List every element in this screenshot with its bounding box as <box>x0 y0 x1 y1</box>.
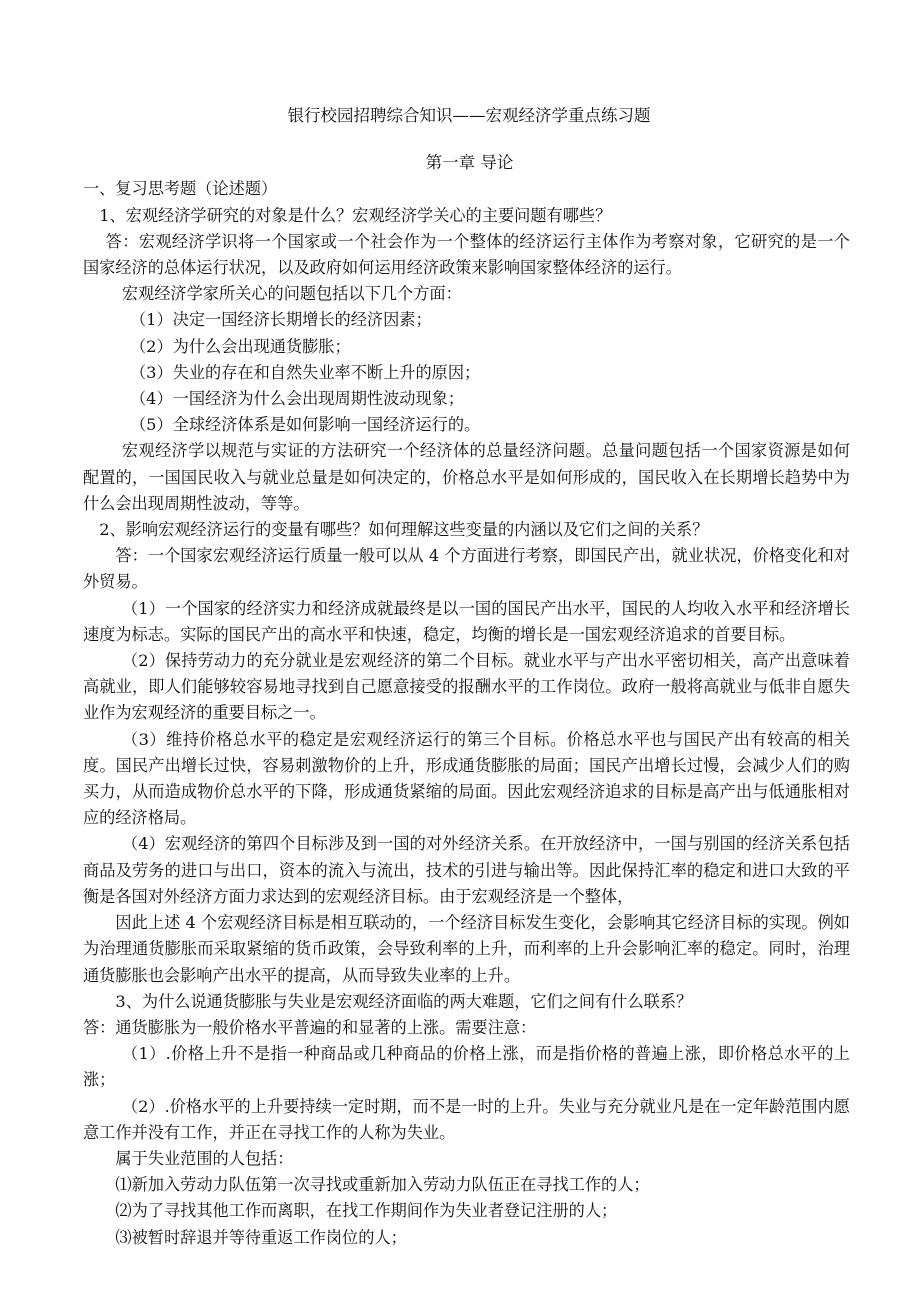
answer-3-point: （1）.价格上升不是指一种商品或几种商品的价格上涨，而是指价格的普遍上涨，即价格总水平的上涨； <box>83 1044 850 1090</box>
answer-2: 答：一个国家宏观经济运行质量一般可以从 4 个方面进行考察，即国民产出，就业状况，价格变化和对外贸易。 <box>83 546 850 592</box>
answer-3: 答：通货膨胀为一般价格水平普遍的和显著的上涨。需要注意： <box>83 1017 537 1037</box>
question-1: 1、宏观经济学研究的对象是什么？宏观经济学关心的主要问题有哪些？ <box>99 205 612 225</box>
answer-1-closing: 宏观经济学以规范与实证的方法研究一个经济体的总量经济问题。总量问题包括一个国家资源是如何配置的，一国国民收入与就业总量是如何决定的，价格总水平是如何形成的，国民收入在长期增长趋势中为什么会出现周期性波动，等等。 <box>83 441 850 513</box>
answer-1-intro: 宏观经济学家所关心的问题包括以下几个方面： <box>121 284 462 304</box>
answer-1-item: （3）失业的存在和自然失业率不断上升的原因； <box>129 362 481 382</box>
answer-1-item: （4）一国经济为什么会出现周期性波动现象； <box>129 389 465 409</box>
answer-1-item: （1）决定一国经济长期增长的经济因素； <box>129 310 432 330</box>
unemployment-scope-intro: 属于失业范围的人包括： <box>115 1148 294 1168</box>
question-2: 2、影响宏观经济运行的变量有哪些？如何理解这些变量的内涵以及它们之间的关系？ <box>99 520 709 540</box>
answer-2-point: （4）宏观经济的第四个目标涉及到一国的对外经济关系。在开放经济中，一国与别国的经济关系包括商品及劳务的进口与出口，资本的流入与流出，技术的引进与输出等。因此保持汇率的稳定和进口大致的平衡是各国对外经济方面力求达到的宏观经济目标。由于宏观经济是一个整体， <box>83 834 850 906</box>
chapter-heading: 第一章 导论 <box>425 153 514 173</box>
question-3: 3、为什么说通货膨胀与失业是宏观经济面临的两大难题，它们之间有什么联系？ <box>115 991 693 1011</box>
unemployment-scope-item: ⑶被暂时辞退并等待重返工作岗位的人； <box>115 1227 407 1247</box>
answer-2-point: （1）一个国家的经济实力和经济成就最终是以一国的国民产出水平，国民的人均收入水平和经济增长速度为标志。实际的国民产出的高水平和快速，稳定，均衡的增长是一国宏观经济追求的首要目标。 <box>83 598 850 644</box>
answer-2-point: （2）保持劳动力的充分就业是宏观经济的第二个目标。就业水平与产出水平密切相关，高产出意味着高就业，即人们能够较容易地寻找到自己愿意接受的报酬水平的工作岗位。政府一般将高就业与低非自愿失业作为宏观经济的重要目标之一。 <box>83 651 850 723</box>
answer-1-item: （5）全球经济体系是如何影响一国经济运行的。 <box>129 415 481 435</box>
answer-2-closing: 因此上述 4 个宏观经济目标是相互联动的，一个经济目标发生变化，会影响其它经济目标的实现。例如为治理通货膨胀而采取紧缩的货币政策，会导致利率的上升，而利率的上升会影响汇率的稳定。同时，治理通货膨胀也会影响产出水平的提高，从而导致失业率的上升。 <box>83 913 850 985</box>
unemployment-scope-item: ⑴新加入劳动力队伍第一次寻找或重新加入劳动力队伍正在寻找工作的人； <box>115 1175 650 1195</box>
unemployment-scope-item: ⑵为了寻找其他工作而离职，在找工作期间作为失业者登记注册的人； <box>115 1201 618 1221</box>
answer-3-point: （2）.价格水平的上升要持续一定时期，而不是一时的上升。失业与充分就业凡是在一定年龄范围内愿意工作并没有工作，并正在寻找工作的人称为失业。 <box>83 1096 850 1142</box>
answer-1: 答：宏观经济学识将一个国家或一个社会作为一个整体的经济运行主体作为考察对象，它研究的是一个国家经济的总体运行状况，以及政府如何运用经济政策来影响国家整体经济的运行。 <box>83 231 850 278</box>
document-title: 银行校园招聘综合知识——宏观经济学重点练习题 <box>287 106 651 125</box>
answer-1-item: （2）为什么会出现通货膨胀； <box>129 336 351 356</box>
section-heading: 一、复习思考题（论述题） <box>83 179 278 199</box>
answer-2-point: （3）维持价格总水平的稳定是宏观经济运行的第三个目标。价格总水平也与国民产出有较高的相关度。国民产出增长过快，容易刺激物价的上升，形成通货膨胀的局面；国民产出增长过慢，会减少人们的购买力，从而造成物价总水平的下降，形成通货紧缩的局面。因此宏观经济追求的目标是高产出与低通胀相对应的经济格局。 <box>83 729 850 828</box>
